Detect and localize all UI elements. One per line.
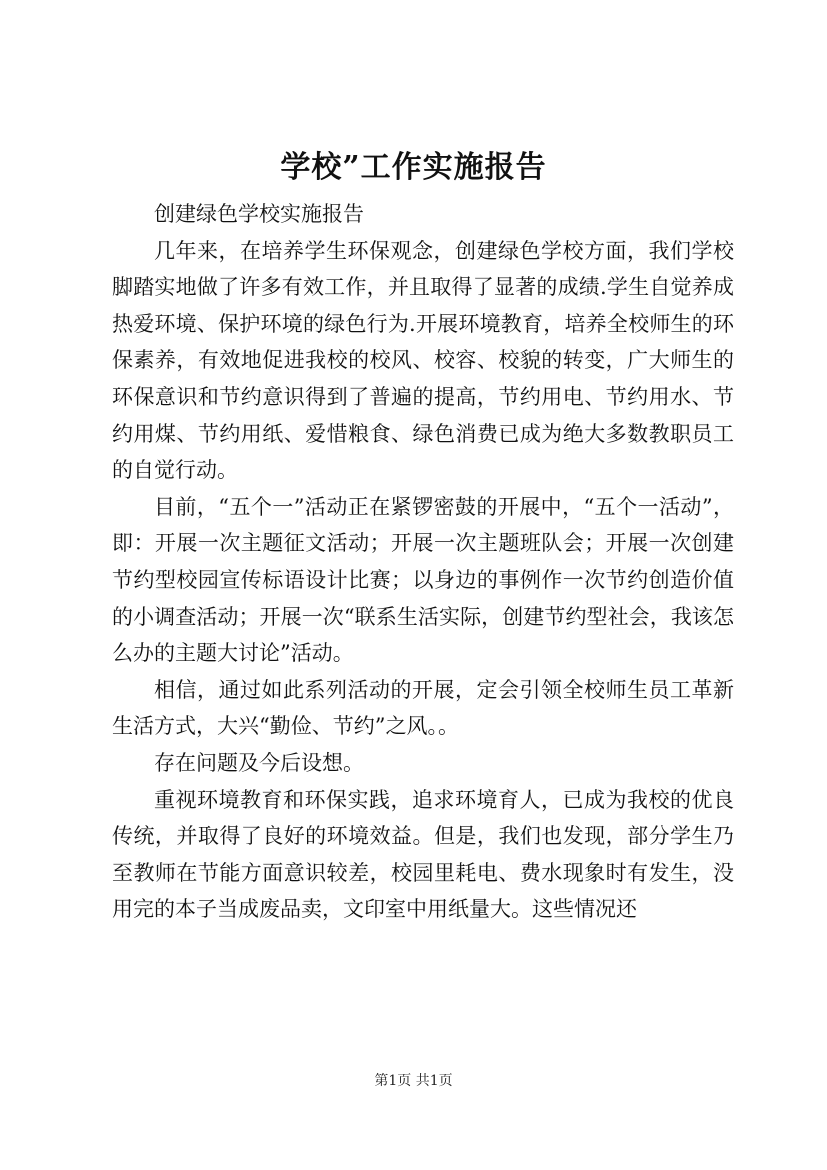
paragraph-belief: 相信，通过如此系列活动的开展，定会引领全校师生员工革新生活方式，大兴“勤俭、节约”之风。。 (112, 677, 734, 739)
page-footer: 第1页 共1页 (374, 1073, 453, 1089)
document-body (112, 196, 734, 928)
document-title: 学校”工作实施报告 (280, 150, 547, 185)
paragraph-achievements: 几年来，在培养学生环保观念，创建绿色学校方面，我们学校脚踏实地做了许多有效工作，并且取得了显著的成绩.学生自觉养成热爱环境、保护环境的绿色行为.开展环境教育，培养全校师生的环保素养，有效地促进我校的校风、校容、校貌的转变，广大师生的环保意识和节约意识得到了普遍的提高，节约用电、节约用水、节约用煤、节约用纸、爱惜粮食、绿色消费已成为绝大多数教职员工的自觉行动。 (112, 238, 734, 483)
paragraph-five-activities: 目前，“五个一”活动正在紧锣密鼓的开展中，“五个一活动”，即：开展一次主题征文活动；开展一次主题班队会；开展一次创建节约型校园宣传标语设计比赛；以身边的事例作一次节约创造价值的小调查活动；开展一次“联系生活实际，创建节约型社会，我该怎么办的主题大讨论”活动。 (112, 494, 734, 666)
paragraph-problems: 重视环境教育和环保实践，追求环境育人，已成为我校的优良传统，并取得了良好的环境效益。但是，我们也发现，部分学生乃至教师在节能方面意识较差，校园里耗电、费水现象时有发生，没用完的本子当成废品卖，文印室中用纸量大。这些情况还 (112, 787, 734, 922)
paragraph-problems-heading: 存在问题及今后设想。 (154, 750, 364, 775)
paragraph-subtitle: 创建绿色学校实施报告 (154, 202, 364, 226)
